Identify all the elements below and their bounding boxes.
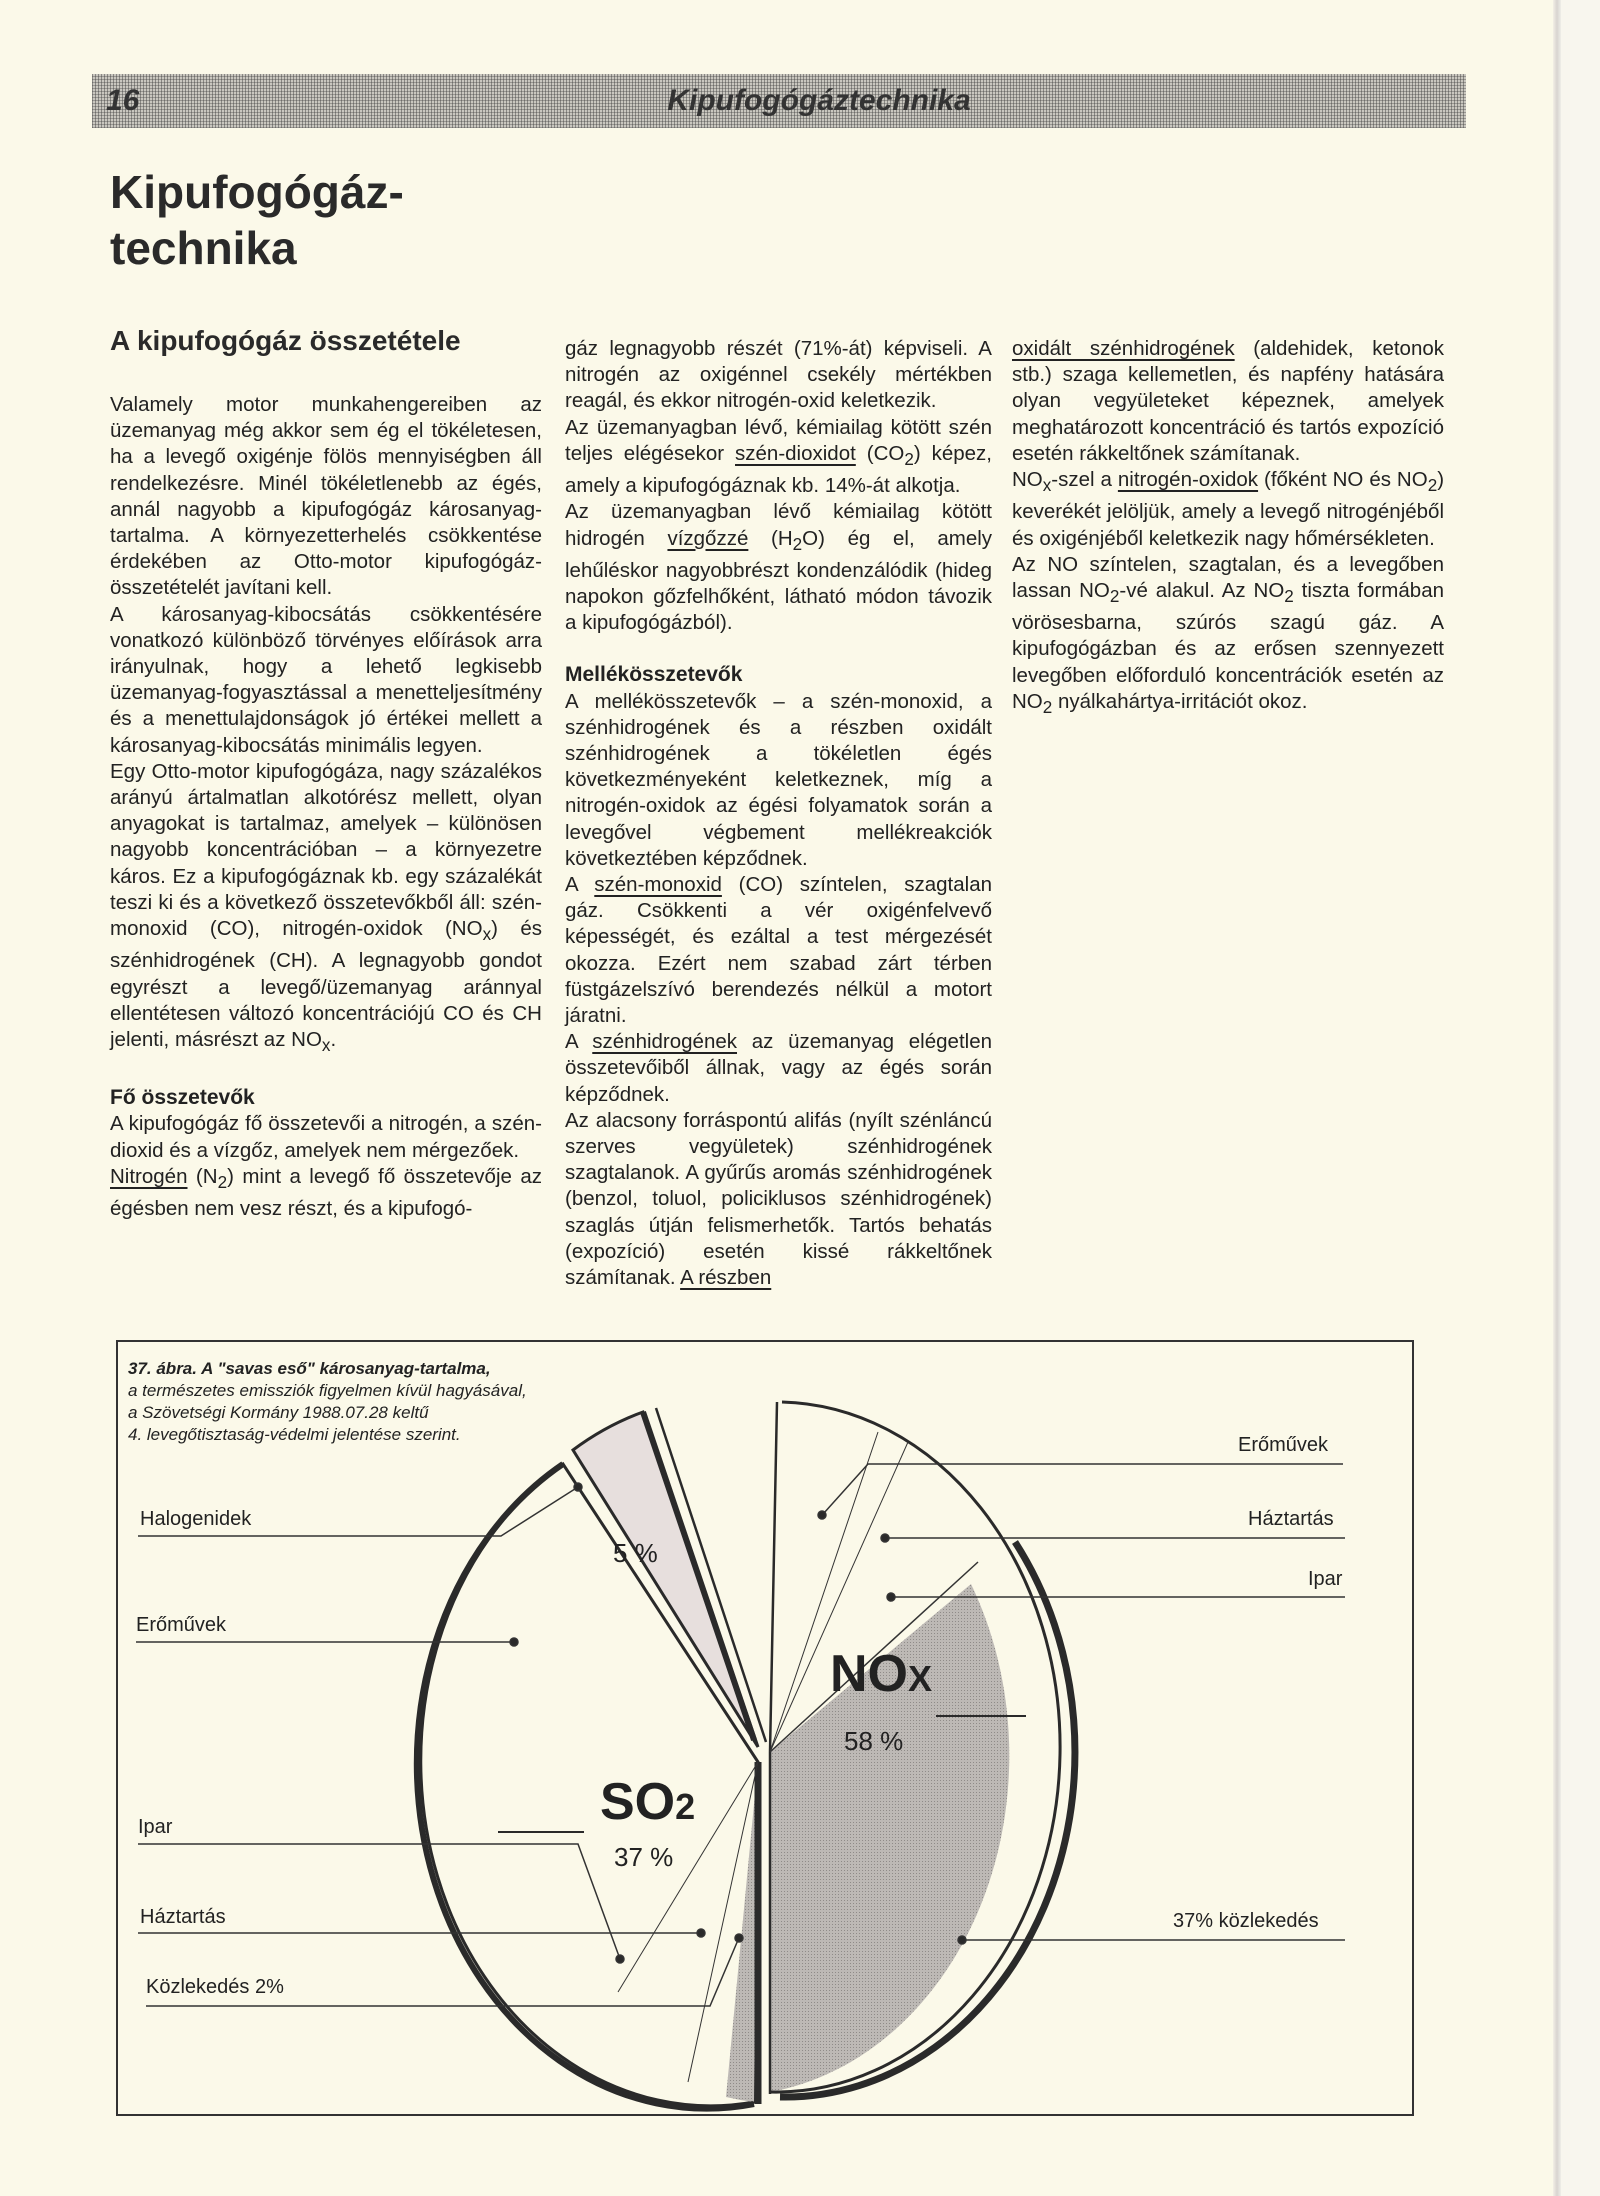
label-so2-percent: 37 % [614,1842,674,1872]
paragraph: A szénhidrogének az üzemanyag elégetlen összetevőiből állnak, vagy az égés során képződnek. [565,1030,992,1106]
term-nitrogen: Nitrogén [110,1164,188,1188]
subheading-main-components: Fő összetevők [110,1086,255,1110]
term-co2: szén-dioxidot [735,441,856,465]
paragraph: oxidált szénhidrogének (aldehidek, ketonok stb.) szaga kellemetlen, és napfény hatására olyan vegyületeket képeznek, amelyek meghatározott koncentráció és tartós expozíció esetén rákkeltőnek számítanak. [1012,337,1444,465]
label-nox-industry: Ipar [1308,1568,1343,1590]
nox-slice [770,1402,1075,2097]
figure-caption: 37. ábra. A "savas eső" károsanyag-tartalma, a természetes emissziók figyelmen kívül hagyásával, a Szövetségi Kormány 1988.07.28 keltű 4. levegőtisztaság-védelmi jelentése szerint. [128,1359,527,1444]
label-halogen-percent: 5 % [613,1538,658,1568]
section-title: A kipufogógáz összetétele [110,325,461,356]
text-column-2 [565,336,992,1291]
paragraph: Valamely motor munkahengereiben az üzemanyag még akkor sem ég el tökéletesen, ha a levegő oxigénje fölös mennyiségben áll rendelkezésre. Minél tökéletlenebb az égés, annál nagyobb a kipufogógáz károsanyag-tartalma. A környezetterhelés csökkentése érdekében az Otto-motor kipufogógáz-összetételét javítani kell. [110,393,542,600]
paragraph: A károsanyag-kibocsátás csökkentésére vonatkozó különböző törvényes előírások arra irányulnak, hogy a lehető legkisebb üzemanyag-fogyasztással a menetteljesítmény és a menettulajdonságok jó értékei mellett a károsanyag-kibocsátás minimális legyen. [110,602,542,757]
page-margin [1561,0,1600,2196]
page-fold [1553,0,1561,2196]
term-co: szén-monoxid [594,873,722,897]
paragraph: Az NO színtelen, szagtalan, és a levegőben lassan $NO_2-vé$ alakul. Az $NO_2$ tiszta formában vörösesbarna, szúrós szagú gáz. A kipufogógázban és az erősen szennyezett levegőben előforduló koncentrációk esetén az $NO_2$ nyálkahártya-irritációt okoz. [1012,552,1444,717]
term-nitrogen-oxides: nitrogén-oxidok [1117,468,1259,492]
paragraph: Egy Otto-motor kipufogógáza, nagy százalékos arányú ártalmatlan alkotórész mellett, olyan anyagokat is tartalmaz, amelyek – különösen nagyobb koncentrációban – a környezetre káros. Ez a kipufogógáznak kb. egy százalékát teszi ki és a következő összetevőkből áll: szén-monoxid (CO), nitrogén-oxidok $(NO_x)$ és szénhidrogének (CH). A legnagyobb gondot egyrészt a levegő/üzemanyag aránnyal ellentétesen változó koncentrációjú CO és CH jelenti, másrészt az $NO_x$. [110,759,542,1056]
label-so2-power-plants: Erőművek [136,1614,227,1636]
paragraph: gáz legnagyobb részét (71%-át) képviseli. A nitrogén az oxigénnel csekély mértékben reagál, és ekkor nitrogén-oxid keletkezik. [565,337,992,413]
term-water-vapor: vízgőzzé [667,526,749,550]
label-nox-transport: 37% közlekedés [1173,1910,1319,1932]
paragraph: A mellékösszetevők – a szén-monoxid, a szénhidrogének és a részben oxidált szénhidrogének a tökéletlen égés következményeként keletkeznek, míg a nitrogén-oxidok az égési folyamatok során a levegővel végbement mellékreakciók következtében képződnek. [565,689,992,870]
label-so2-households: Háztartás [140,1906,226,1928]
label-halogenides: Halogenidek [140,1508,252,1530]
paragraph: A kipufogógáz fő összetevői a nitrogén, a szén-dioxid és a vízgőz, amelyek nem mérgezőek. [110,1112,542,1162]
paragraph: $NO_x$-szel a nitrogén-oxidok (főként NO és $NO_2$) keverékét jelöljük, amely a levegő nitrogénjéből és oxigénjéből keletkezik nagy hőmérsékleten. [1012,468,1445,550]
paragraph: Az üzemanyagban lévő, kémiailag kötött szén teljes elégésekor szén-dioxidot $(CO_2)$ képez, amely a kipufogógáznak kb. 14%-át alkotja. [565,415,992,498]
subheading-side-components: Mellékösszetevők [565,663,743,687]
label-so2: SO2 [600,1773,696,1831]
label-nox-power-plants: Erőművek [1238,1434,1329,1456]
page-number: 16 [106,84,140,117]
label-so2-transport: Közlekedés 2% [146,1976,284,1998]
paragraph: Az üzemanyagban lévő kémiailag kötött hidrogén vízgőzzé $(H_2O)$ ég el, amely lehűléskor nagyobbrészt kondenzálódik (hideg napokon gőzfelhőként, látható módon távozik a kipufogógázból). [565,500,993,635]
chapter-title: Kipufogógáz- technika [110,166,404,274]
label-nox: NOX [830,1645,933,1703]
term-hydrocarbons: szénhidrogének [592,1030,738,1054]
label-nox-percent: 58 % [844,1726,904,1756]
figure-acid-rain-pie [116,1340,1414,2116]
running-header [92,74,1466,128]
term-oxidized-hydrocarbons: oxidált szénhidrogének [1012,337,1235,360]
label-so2-industry: Ipar [138,1816,173,1838]
term-partially-oxidized: A részben [680,1266,772,1290]
text-column-3 [1012,336,1444,721]
running-title: Kipufogógáztechnika [667,84,971,117]
paragraph: Nitrogén $(N_2)$ mint a levegő fő összetevője az égésben nem vesz részt, és a kipufogó- [110,1164,542,1221]
paragraph: Az alacsony forráspontú alifás (nyílt szénláncú szerves vegyületek) szénhidrogének szagtalanok. A gyűrűs aromás szénhidrogének (benzol, toluol, policiklusos szénhidrogének) szaglás útján felismerhetők. Tartós behatás (expozíció) esetén kissé rákkeltőnek számítanak. A részben [565,1108,992,1290]
pie-chart [118,1342,1412,2114]
paragraph: A szén-monoxid (CO) színtelen, szagtalan gáz. Csökkenti a vér oxigénfelvevő képességét, és ezáltal a test mérgezését okozza. Ezért nem szabad zárt térben füstgázelszívó berendezés nélkül a motort járatni. [565,873,992,1028]
text-column-1 [110,392,542,1222]
label-nox-households: Háztartás [1248,1508,1334,1530]
